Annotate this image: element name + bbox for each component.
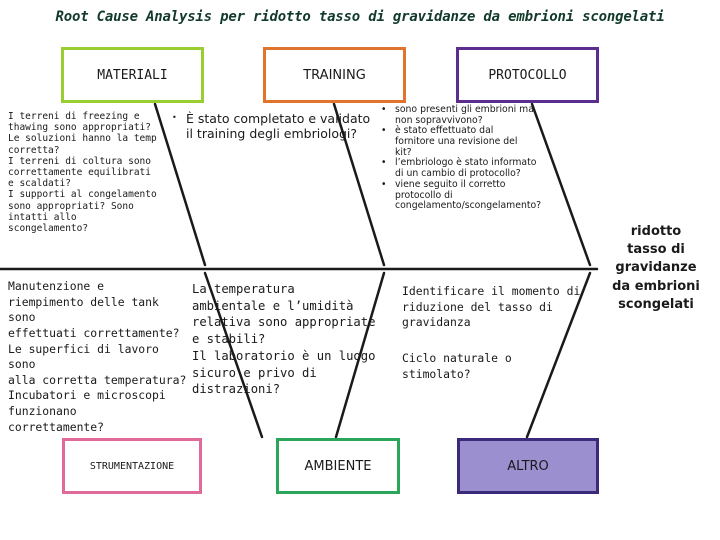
causes-altro-1: Identificare il momento di riduzione del tasso di gravidanza [402, 284, 581, 330]
bullet-item: • sono presenti gli embrioni ma non sopravvivono? [381, 105, 571, 126]
causes-strumentazione: Manutenzione e riempimento delle tank sono effettuati correttamente? Le superfici di lavoro sono alla corretta temperatura? Incubatori e microscopi funzionano correttamente? [8, 279, 187, 434]
category-training [263, 47, 406, 103]
category-label: PROTOCOLLO [488, 67, 567, 83]
page-title: Root Cause Analysis per ridotto tasso di gravidanze da embrioni scongelati [55, 9, 665, 25]
bullet-text: viene seguito il corretto protocollo di congelamento/scongelamento? [395, 178, 542, 212]
bullet-text: È stato completato e validato il training degli embriologi? [186, 111, 371, 142]
category-altro [457, 438, 599, 494]
category-label: AMBIENTE [304, 458, 372, 474]
bullet-item: • è stato effettuato dal fornitore una revisione del kit? [381, 126, 571, 158]
bullet-text: è stato effettuato dal fornitore una revisione del kit? [395, 125, 518, 158]
category-strumentazione [62, 438, 202, 494]
effect-label: ridotto tasso di gravidanze da embrioni scongelati [612, 224, 700, 312]
causes-protocollo [381, 105, 571, 212]
causes-materiali: I terreni di freezing e thawing sono appropriati? Le soluzioni hanno la temp corretta? I terreni di coltura sono correttamente equilibrati e scaldati? I supporti al congelamento sono appropriati? Sono intatti allo scongelamento? [8, 111, 157, 235]
category-materiali [61, 47, 204, 103]
bullet-item: • È stato completato e validato il training degli embriologi? [172, 111, 371, 142]
category-protocollo [456, 47, 599, 103]
causes-ambiente: La temperatura ambientale e l’umidità relativa sono appropriate e stabili? Il laboratorio è un luogo sicuro e privo di distrazioni? [192, 282, 376, 397]
bullet-text: sono presenti gli embrioni ma non sopravvivono? [395, 104, 534, 126]
category-label: MATERIALI [97, 67, 168, 83]
category-label: TRAINING [303, 67, 366, 83]
bullet-text: l’embriologo è stato informato di un cambio di protocollo? [395, 157, 537, 180]
category-label: STRUMENTAZIONE [89, 460, 175, 472]
category-ambiente [276, 438, 400, 494]
bullet-item: • l’embriologo è stato informato di un cambio di protocollo? [381, 158, 571, 179]
category-label: ALTRO [507, 458, 549, 474]
causes-altro-2: Ciclo naturale o stimolato? [402, 351, 512, 381]
bullet-item: • viene seguito il corretto protocollo di congelamento/scongelamento? [381, 180, 571, 212]
causes-training [172, 111, 372, 142]
